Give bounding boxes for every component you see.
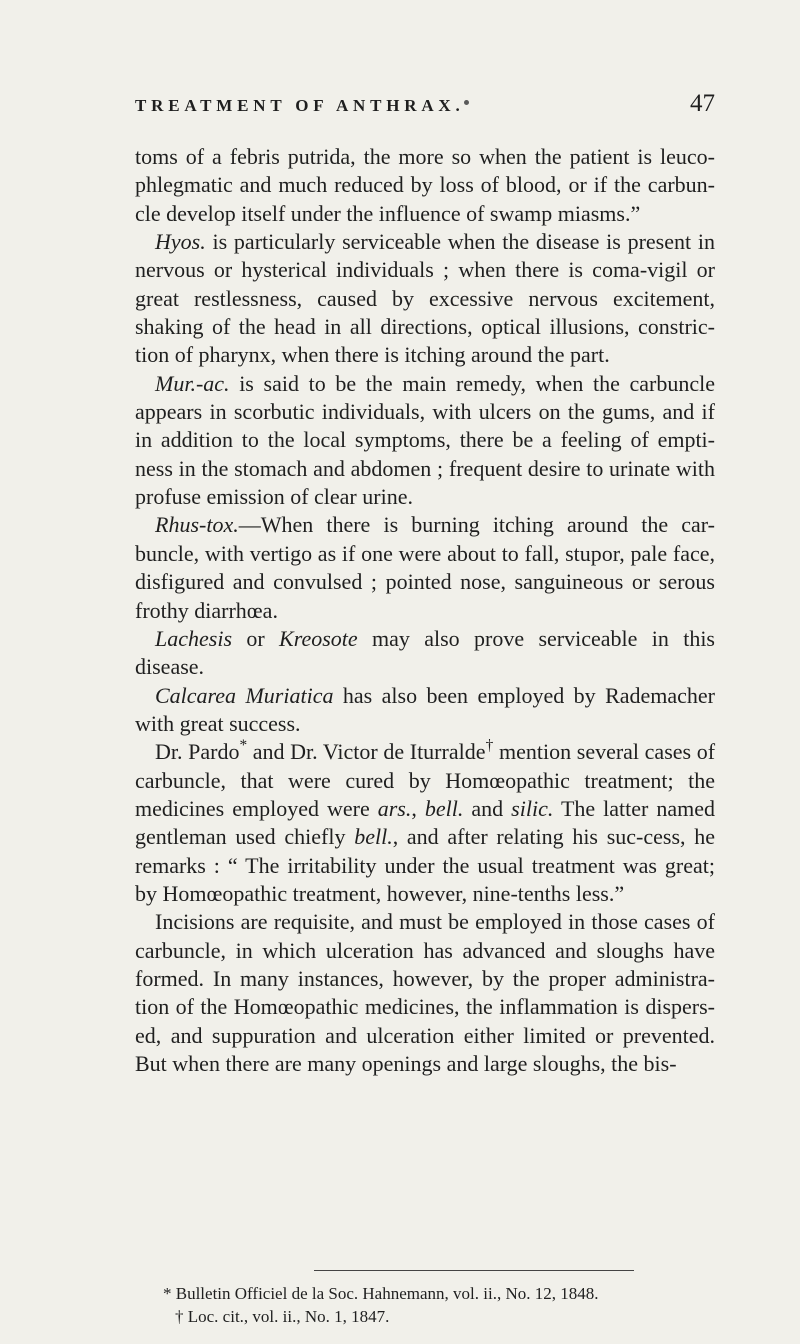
paragraph-mur-ac bbox=[135, 370, 715, 512]
paragraph-text: The latter named gentleman used chiefly bbox=[135, 795, 716, 850]
paragraph-text: and Dr. Victor de Iturralde bbox=[247, 739, 486, 765]
remedy-name: ars. bbox=[377, 795, 412, 821]
paragraph-dr-pardo bbox=[135, 738, 715, 908]
paragraph-text: Dr. Pardo bbox=[155, 739, 240, 765]
paragraph-continuation bbox=[135, 143, 715, 228]
remedy-name: bell. bbox=[354, 824, 393, 850]
paragraph-text: or bbox=[232, 625, 280, 651]
paragraph-text: has also been employed by Rademacher with great success. bbox=[135, 682, 715, 736]
page-header bbox=[135, 90, 715, 130]
remedy-name: Mur.-ac. bbox=[155, 370, 230, 396]
paragraph-text: may also prove serviceable in this disease. bbox=[135, 625, 715, 680]
remedy-name: Rhus-tox. bbox=[155, 512, 239, 538]
remedy-name: Hyos. bbox=[155, 229, 206, 255]
paragraph-text: , and after relating his suc-cess, he remarks : “ The irritability under the usual treatment was great; by Homœopathic treatment, however, nine-tenths less.” bbox=[135, 824, 715, 906]
paragraph-text: toms of a febris putrida, the more so when the patient is leuco-phlegmatic and much reduced by loss of blood, or if the carbun-cle develop itself under the influence of swamp miasms.” bbox=[135, 144, 715, 226]
footnote-2: † Loc. cit., vol. ii., No. 1, 1847. bbox=[175, 1307, 390, 1326]
remedy-name: Lachesis bbox=[155, 625, 232, 651]
paragraph-text: Incisions are requisite, and must be employed in those cases of carbuncle, in which ulceration has advanced and sloughs have formed. In many instances, however, by the proper administra-tion of the Homœopathic medicines, the inflammation is dispers-ed, and suppuration and ulceration either limited or prevented. But when there are many openings and large sloughs, the bis- bbox=[135, 909, 715, 1076]
paragraph-text: is particularly serviceable when the disease is present in nervous or hysterical individuals ; when there is coma-vigil or great restlessness, caused by excessive nervous excitement, shaking of the head in all directions, optical illusions, constric-tion of pharynx, when there is itching around the part. bbox=[135, 229, 715, 368]
page-number: 47 bbox=[690, 90, 715, 117]
paragraph-text: and bbox=[463, 795, 512, 821]
remedy-name: Kreosote bbox=[279, 625, 358, 651]
footnote-divider bbox=[314, 1270, 634, 1271]
footnote-1: * Bulletin Officiel de la Soc. Hahnemann, vol. ii., No. 12, 1848. bbox=[163, 1284, 599, 1303]
remedy-name: Calcarea Muriatica bbox=[155, 682, 334, 708]
paragraph-hyos bbox=[135, 228, 715, 370]
remedy-name: bell. bbox=[424, 795, 464, 821]
paragraph-rhus-tox bbox=[135, 511, 715, 624]
paragraph-incisions bbox=[135, 908, 715, 1078]
paragraph-calcarea bbox=[135, 682, 715, 739]
paragraph-text: is said to be the main remedy, when the carbuncle appears in scorbutic individuals, with ulcers on the gums, and if in addition to the local symptoms, there be a feeling of empti-ness in the stomach and abdomen ; frequent desire to urinate with profuse emission of clear urine. bbox=[135, 370, 715, 510]
body-text bbox=[135, 143, 715, 1078]
paragraph-text: —When there is burning itching around the car-buncle, with vertigo as if one were about to fall, stupor, pale face, disfigured and convulsed ; pointed nose, sanguineous or serous frothy diarrhœa. bbox=[135, 512, 715, 623]
footnote-marker: * bbox=[239, 737, 248, 755]
paragraph-lachesis bbox=[135, 625, 715, 682]
footnote-marker: † bbox=[485, 737, 494, 755]
paragraph-text: , bbox=[411, 795, 425, 821]
remedy-name: silic. bbox=[511, 795, 554, 821]
running-title: TREATMENT OF ANTHRAX. bbox=[135, 96, 465, 115]
paragraph-text: mention several cases of carbuncle, that were cured by Homœopathic treatment; the medicines employed were bbox=[135, 739, 716, 821]
footnotes bbox=[135, 1282, 715, 1328]
